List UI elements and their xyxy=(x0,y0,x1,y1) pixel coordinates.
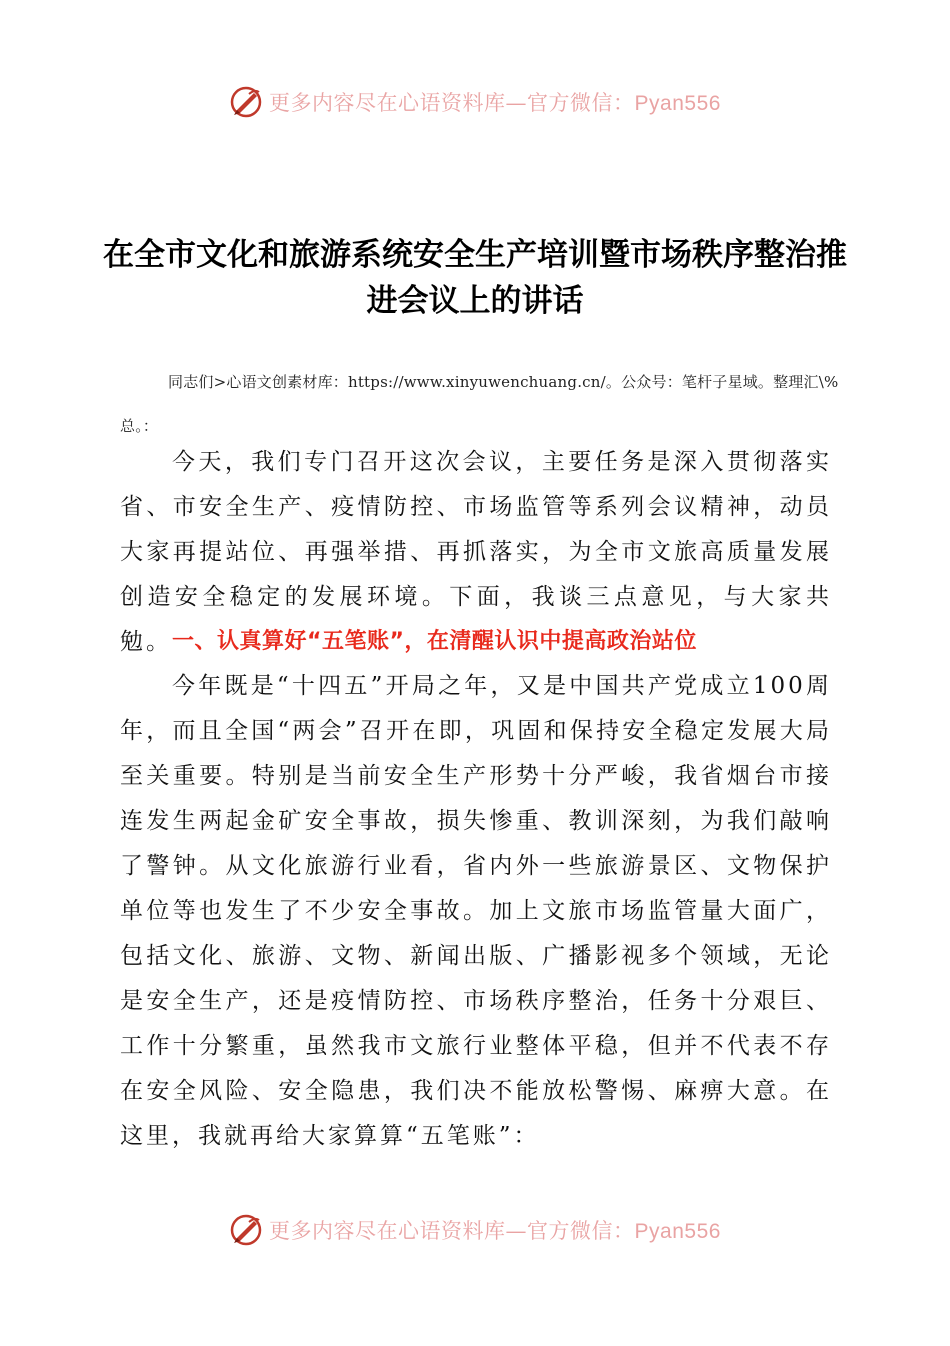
wechat-id: Pyan556 xyxy=(634,92,721,115)
paragraph-section-1: 今年既是“十四五”开局之年，又是中国共产党成立100周年，而且全国“两会”召开在即，巩固和保持安全稳定发展大局至关重要。特别是当前安全生产形势十分严峻，我省烟台市接连发生两起金矿安全事故，损失惨重、教训深刻，为我们敲响了警钟。从文化旅游行业看，省内外一些旅游景区、文物保护单位等也发生了不少安全事故。加上文旅市场监管量大面广，包括文化、旅游、文物、新闻出版、广播影视多个领域，无论是安全生产，还是疫情防控、市场秩序整治，任务十分艰巨、工作十分繁重，虽然我市文旅行业整体平稳，但并不代表不存在安全风险、安全隐患，我们决不能放松警惕、麻痹大意。在这里，我就再给大家算算“五笔账”： xyxy=(120,673,832,1149)
pen-circle-logo-icon xyxy=(229,1213,263,1247)
banner-text: 更多内容尽在心语资料库—官方微信：Pyan556 xyxy=(269,91,721,115)
banner-text: 更多内容尽在心语资料库—官方微信：Pyan556 xyxy=(269,1219,721,1243)
wechat-id: Pyan556 xyxy=(634,1220,721,1243)
section-heading-1: 一、认真算好“五笔账”，在清醒认识中提高政治站位 xyxy=(172,629,697,654)
paragraph-intro: 今天，我们专门召开这次会议，主要任务是深入贯彻落实省、市安全生产、疫情防控、市场监管等系列会议精神，动员大家再提站位、再强举措、再抓落实，为全市文旅高质量发展创造安全稳定的发展环境。下面，我谈三点意见，与大家共勉。 xyxy=(120,449,832,655)
source-line: 同志们>心语文创素材库：https://www.xinyuwenchuang.cn/。公众号：笔杆子星域。整理汇\%总。： xyxy=(120,373,839,435)
footer-banner xyxy=(0,1208,950,1252)
header-banner xyxy=(0,80,950,124)
document-title: 在全市文化和旅游系统安全生产培训暨市场秩序整治推进会议上的讲话 xyxy=(103,237,847,319)
pen-circle-logo-icon xyxy=(229,85,263,119)
